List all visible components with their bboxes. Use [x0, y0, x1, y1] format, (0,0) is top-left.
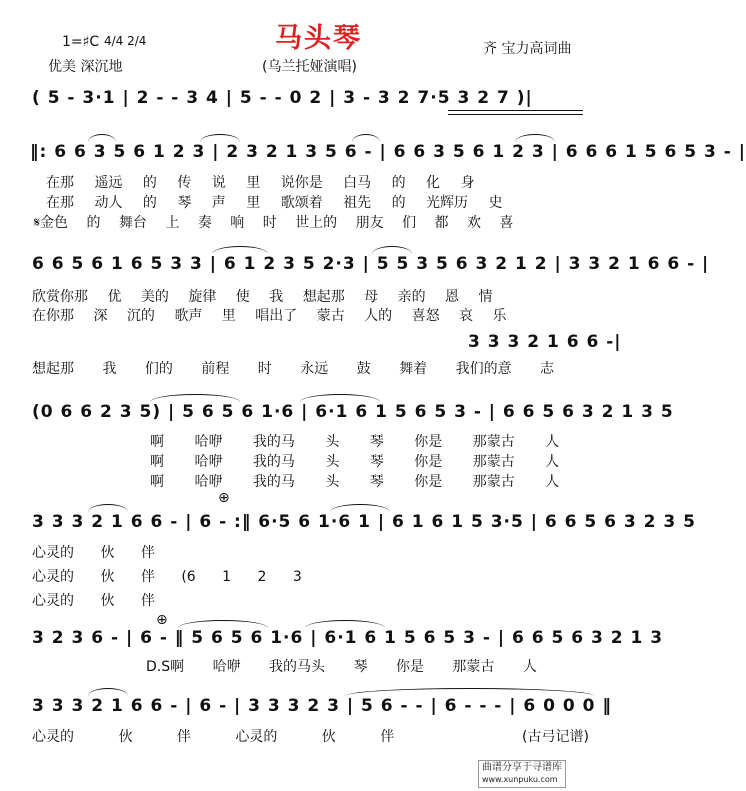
- score-row: (0 6 6 2 3 5) | 5 6 5 6 1·6 | 6·1 6 1 5 6 5 3 - | 6 6 5 6 3 2 1 3 5: [32, 402, 674, 422]
- lyric-line: 在那 动人 的 琴 声 里 歌颂着 祖先 的 光辉历 史: [46, 195, 503, 211]
- lyric-line: 欣赏你那 优 美的 旋律 使 我 想起那 母 亲的 恩 情: [32, 289, 493, 305]
- score-row: 3 3 3 2 1 6 6 - | 6 - :‖ 6·5 6 1·6 1 | 6 1 6 1 5 3·5 | 6 6 5 6 3 2 3 5: [32, 512, 696, 532]
- lyric-line: 想起那 我 们的 前程 时 永远 鼓 舞着 我们的意 志: [32, 361, 555, 377]
- lyric-line: 啊 哈咿 我的马 头 琴 你是 那蒙古 人: [150, 474, 560, 490]
- performer: (乌兰托娅演唱): [262, 59, 357, 75]
- lyric-line: D.S啊 哈咿 我的马头 琴 你是 那蒙古 人: [146, 659, 537, 675]
- lyric-line: 啊 哈咿 我的马 头 琴 你是 那蒙古 人: [150, 434, 560, 450]
- lyric-line: 在你那 深 沉的 歌声 里 唱出了 蒙古 人的 喜怒 哀 乐: [32, 308, 507, 324]
- coda-symbol: ⊕: [156, 612, 168, 628]
- lyric-line: 心灵的 伙 伴 (6 1 2 3: [32, 569, 302, 585]
- lyric-line: 啊 哈咿 我的马 头 琴 你是 那蒙古 人: [150, 454, 560, 470]
- score-row: 3 3 3 2 1 6 6 - | 6 - | 3 3 3 2 3 | 5 6 - - | 6 - - - | 6 0 0 0 ‖: [32, 696, 612, 716]
- credits: 齐 宝力高词曲: [483, 41, 572, 57]
- lyric-line: 心灵的 伙 伴: [32, 593, 155, 609]
- score-row: 6 6 5 6 1 6 5 3 3 | 6 1 2 3 5 2·3 | 5 5 3 5 6 3 2 1 2 | 3 3 2 1 6 6 - |: [32, 254, 710, 274]
- score-row: ‖: 6 6 3 5 6 1 2 3 | 2 3 2 1 3 5 6 - | 6 6 3 5 6 1 2 3 | 6 6 6 1 5 6 5 3 - |: [30, 142, 746, 162]
- coda-symbol: ⊕: [218, 490, 230, 506]
- tempo-marking: 优美 深沉地: [48, 59, 123, 75]
- lyric-line: 𝄋金色 的 舞台 上 奏 响 时 世上的 朋友 们 都 欢 喜: [34, 215, 514, 231]
- score-row: 3 3 3 2 1 6 6 -|: [468, 332, 622, 352]
- score-row: 3 2 3 6 - | 6 - ‖ 5 6 5 6 1·6 | 6·1 6 1 5 6 5 3 - | 6 6 5 6 3 2 1 3: [32, 628, 664, 648]
- transcriber-note: (古弓记谱): [522, 729, 589, 745]
- lyric-line: 心灵的 伙 伴: [32, 545, 155, 561]
- site-url: www.xunpuku.com: [482, 775, 558, 784]
- song-title: 马头琴: [275, 23, 362, 54]
- key-signature: 1=♯C: [62, 34, 100, 50]
- share-notice: [478, 760, 566, 788]
- share-text: 曲谱分享于寻谱库: [482, 762, 562, 773]
- lyric-line: 心灵的 伙 伴 心灵的 伙 伴: [32, 729, 395, 745]
- time-signature: 4/4 2/4: [104, 34, 147, 48]
- lyric-line: 在那 遥远 的 传 说 里 说你是 白马 的 化 身: [46, 175, 475, 191]
- score-row: ( 5 - 3·1 | 2 - - 3 4 | 5 - - 0 2 | 3 - 3 2 7·5 3 2 7 )|: [32, 88, 533, 108]
